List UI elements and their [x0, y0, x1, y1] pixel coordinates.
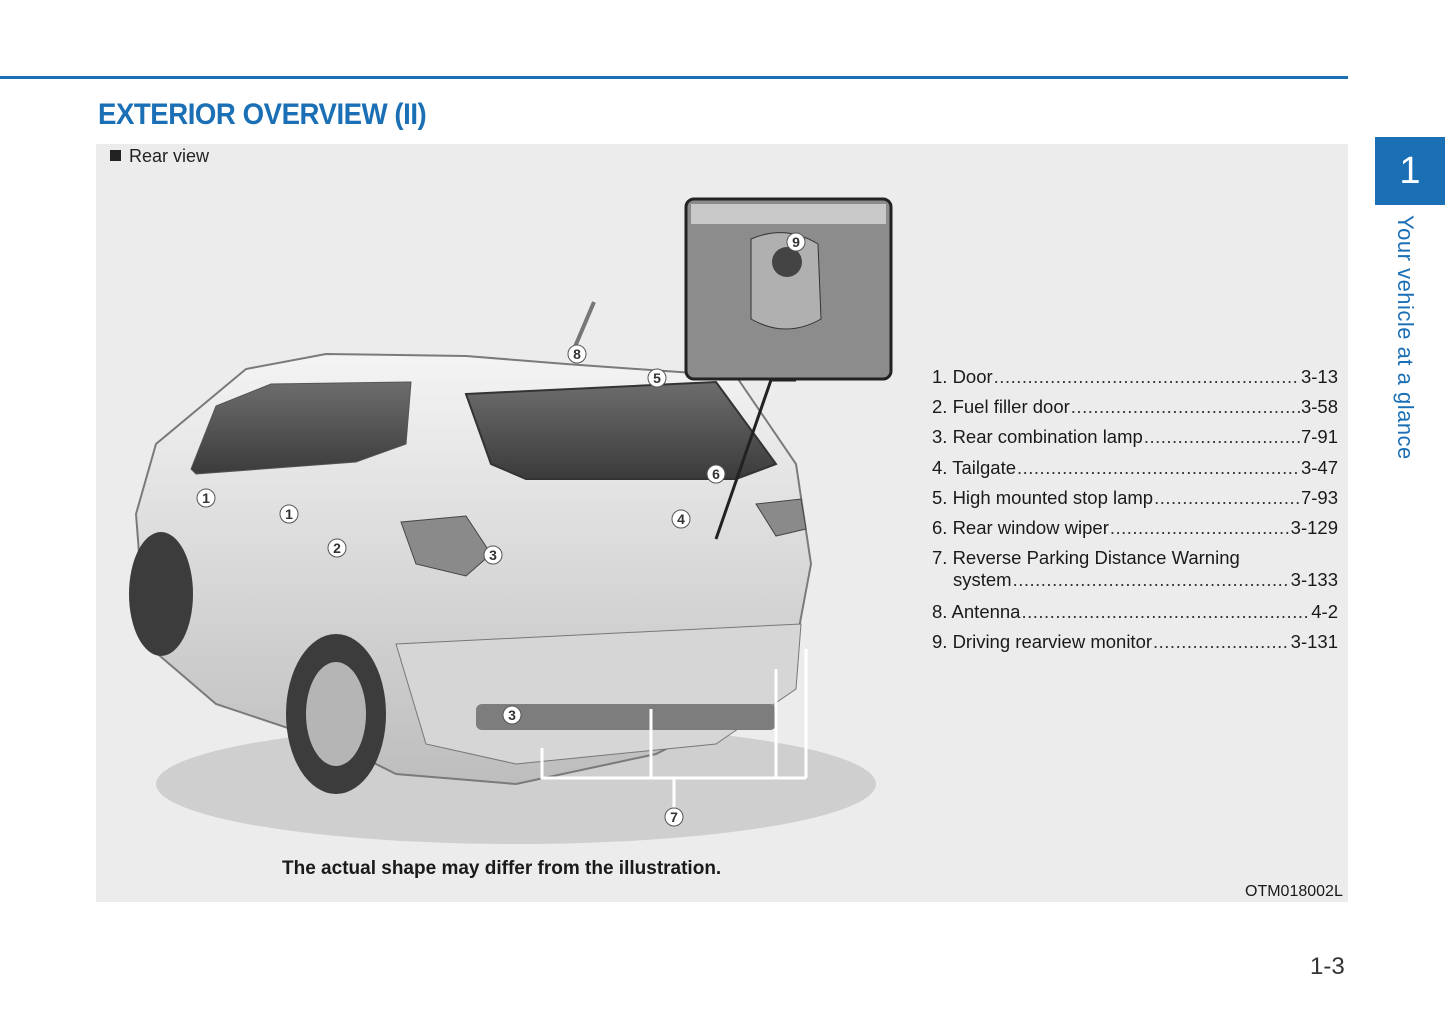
callout-1a — [197, 489, 215, 507]
svg-text:8: 8 — [573, 346, 581, 362]
legend-item: 5. High mounted stop lamp ..... 7-93 — [932, 487, 1338, 517]
legend-item: 4. Tailgate ..... 3-47 — [932, 457, 1338, 487]
chapter-tab: 1 — [1375, 137, 1445, 205]
callout-1b — [280, 505, 298, 523]
svg-text:1: 1 — [202, 490, 210, 506]
svg-text:1: 1 — [285, 506, 293, 522]
legend-item: 7. Reverse Parking Distance Warning system ..... 3-133 — [932, 547, 1338, 601]
page-number: 1-3 — [1310, 953, 1345, 980]
legend-item: 2. Fuel filler door ..... 3-58 — [932, 396, 1338, 426]
inset-trim — [691, 204, 886, 224]
callout-3b — [503, 706, 521, 724]
legend-item: 3. Rear combination lamp ..... 7-91 — [932, 426, 1338, 456]
page-title: EXTERIOR OVERVIEW (II) — [98, 98, 427, 131]
figure-code: OTM018002L — [1245, 883, 1343, 900]
svg-text:6: 6 — [712, 466, 720, 482]
chapter-side-label: Your vehicle at a glance — [1393, 215, 1418, 460]
legend-item: 1. Door ..... 3-13 — [932, 366, 1338, 396]
wheel-rim — [306, 662, 366, 766]
callout-4 — [672, 510, 690, 528]
section-label-text: Rear view — [129, 146, 210, 166]
svg-text:3: 3 — [508, 707, 516, 723]
svg-text:7: 7 — [670, 809, 678, 825]
antenna-mast — [574, 302, 594, 349]
callout-9 — [787, 233, 805, 251]
svg-text:4: 4 — [677, 511, 685, 527]
callout-6 — [707, 465, 725, 483]
svg-text:3: 3 — [489, 547, 497, 563]
wheel-front — [129, 532, 193, 656]
legend-item: 8. Antenna ..... 4-2 — [932, 601, 1338, 631]
callout-7 — [665, 808, 683, 826]
svg-text:5: 5 — [653, 370, 661, 386]
legend-item: 6. Rear window wiper ..... 3-129 — [932, 517, 1338, 547]
callout-3a — [484, 546, 502, 564]
header-rule — [0, 76, 1348, 79]
camera-lens — [772, 247, 802, 277]
callout-2 — [328, 539, 346, 557]
svg-text:9: 9 — [792, 234, 800, 250]
legend-list — [932, 366, 1338, 662]
svg-text:2: 2 — [333, 540, 341, 556]
figure-caption: The actual shape may differ from the illustration. — [282, 858, 722, 879]
callout-5 — [648, 369, 666, 387]
legend-item: 9. Driving rearview monitor ..... 3-131 — [932, 631, 1338, 661]
callout-8 — [568, 345, 586, 363]
